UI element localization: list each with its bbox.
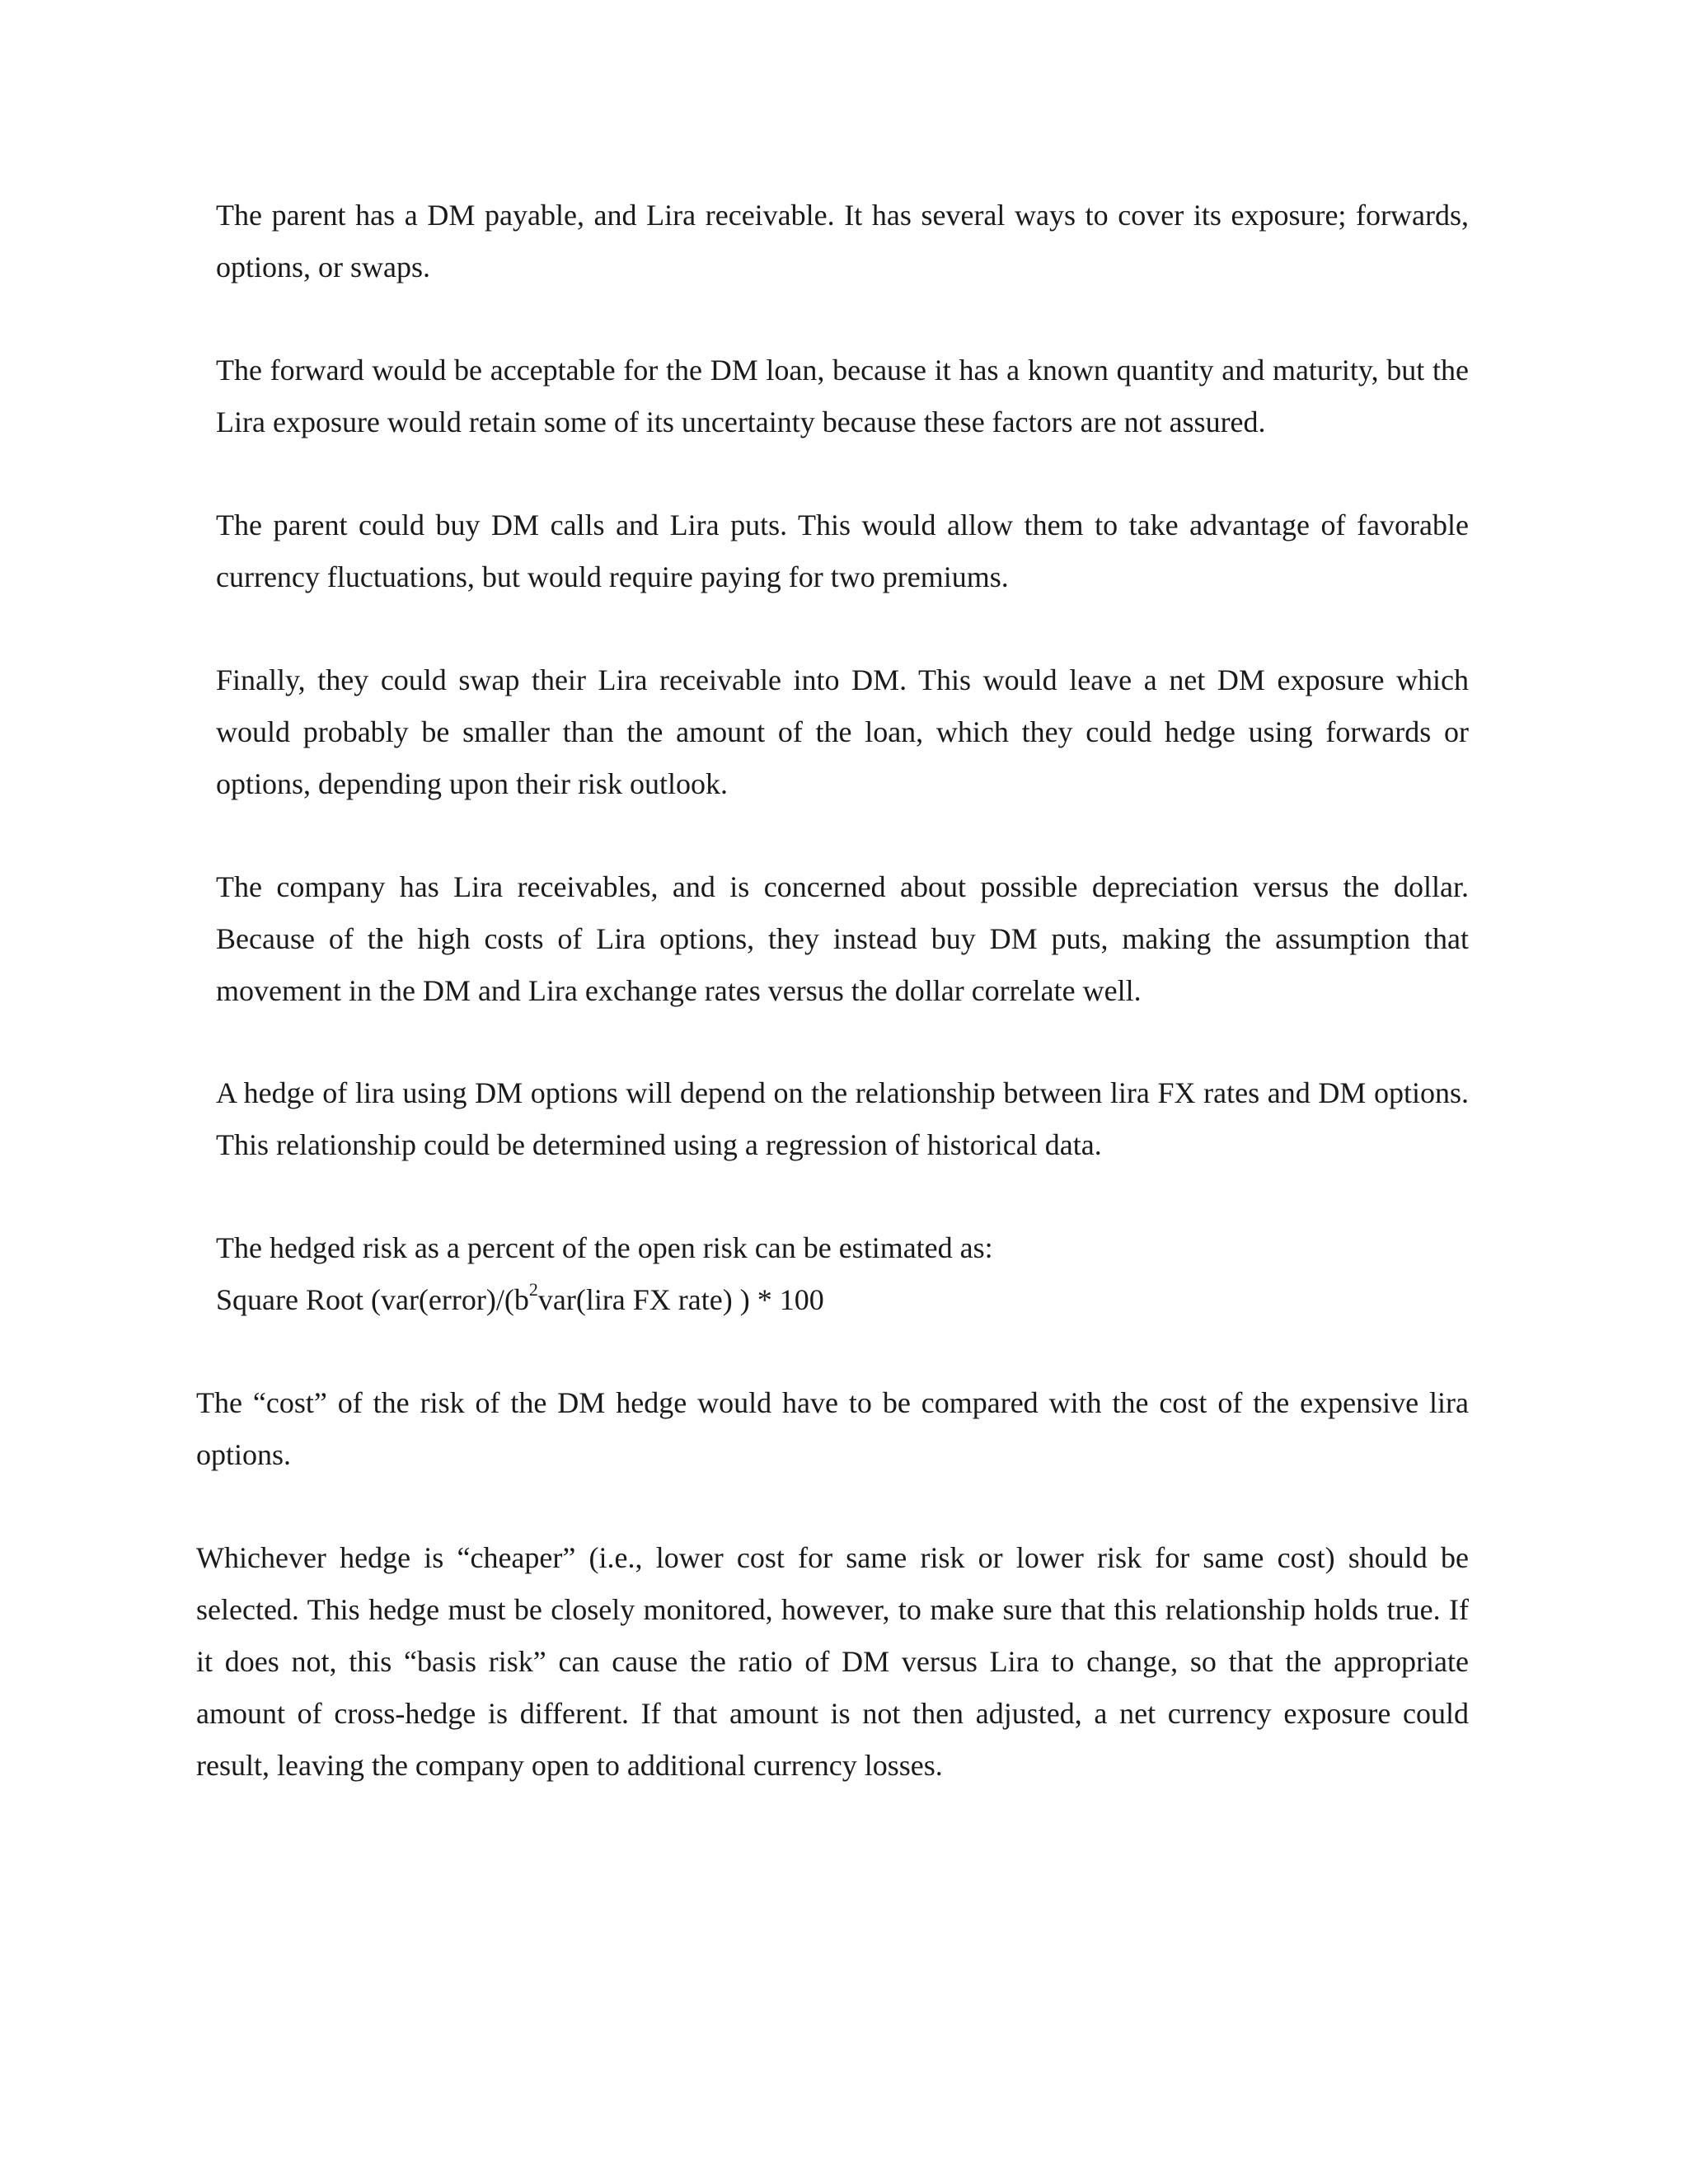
paragraph-cross-hedge: The company has Lira receivables, and is concerned about possible depreciation versus the dollar. Because of the high costs of Lira options, they instead buy DM puts, making the assumption that movement in the DM and Lira exchange rates versus the dollar correlate well.: [216, 870, 1469, 1007]
formula-superscript: 2: [528, 1279, 538, 1300]
formula-part-1: Square Root (var(error)/(b: [216, 1283, 529, 1316]
paragraph-regression: A hedge of lira using DM options will depend on the relationship between lira FX rates and DM options. This relationship could be determined using a regression of historical data.: [216, 1076, 1469, 1161]
hedged-risk-intro: The hedged risk as a percent of the open risk can be estimated as:: [216, 1231, 993, 1264]
paragraph-forward: The forward would be acceptable for the DM loan, because it has a known quantity and maturity, but the Lira exposure would retain some of its uncertainty because these factors are not assured.: [216, 354, 1469, 438]
hedged-risk-formula: [216, 1274, 1469, 1326]
paragraph-parent-exposure: The parent has a DM payable, and Lira receivable. It has several ways to cover its exposure; forwards, options, or swaps.: [216, 199, 1469, 284]
formula-part-2: var(lira FX rate) ) * 100: [537, 1283, 824, 1316]
paragraph-cost-comparison: The “cost” of the risk of the DM hedge would have to be compared with the cost of the expensive lira options.: [196, 1386, 1469, 1471]
paragraph-swap: Finally, they could swap their Lira receivable into DM. This would leave a net DM exposure which would probably be smaller than the amount of the loan, which they could hedge using forwards or options, depending upon their risk outlook.: [216, 663, 1469, 800]
paragraph-hedged-risk: [216, 1222, 1469, 1326]
paragraph-basis-risk: Whichever hedge is “cheaper” (i.e., lower cost for same risk or lower risk for same cost) should be selected. This hedge must be closely monitored, however, to make sure that this relationship holds true. If it does not, this “basis risk” can cause the ratio of DM versus Lira to change, so that the appropriate amount of cross-hedge is different. If that amount is not then adjusted, a net currency exposure could result, leaving the company open to additional currency losses.: [196, 1541, 1469, 1782]
paragraph-options: The parent could buy DM calls and Lira puts. This would allow them to take advantage of favorable currency fluctuations, but would require paying for two premiums.: [216, 509, 1469, 593]
